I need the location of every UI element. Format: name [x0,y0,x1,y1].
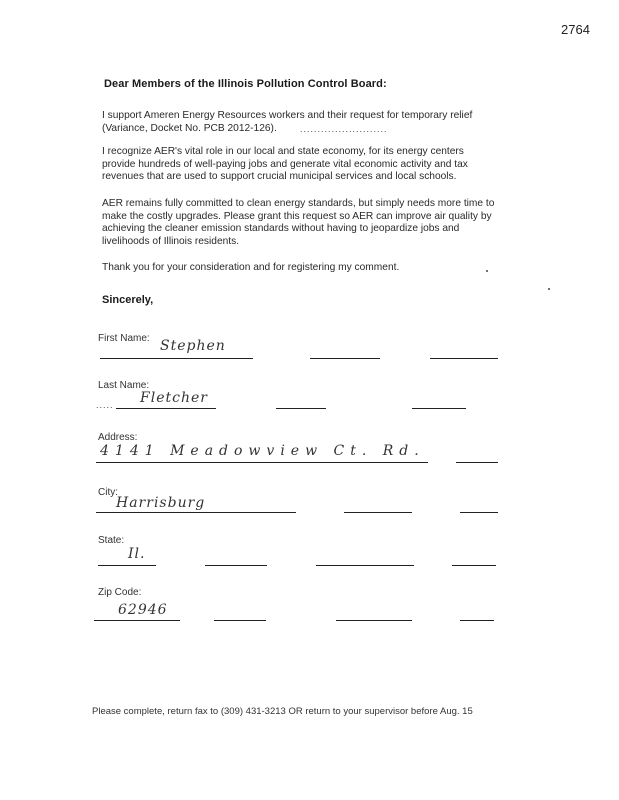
paragraph-thanks [102,262,542,275]
paragraph-line: I support Ameren Energy Resources workers and their request for temporary relief [102,110,473,121]
salutation: Dear Members of the Illinois Pollution Control Board: [104,78,387,90]
state-blank-line [452,565,496,566]
paragraph-line: revenues that are used to support crucial municipal services and local schools. [102,171,457,183]
first-name-blank-line [310,358,380,359]
state-line [98,565,156,566]
paragraph-line: livelihoods of Illinois residents. [102,235,240,247]
first-name-label: First Name: [98,333,150,344]
address-line [96,462,428,463]
city-line [96,512,296,513]
address-label: Address: [98,432,138,443]
state-blank-line [316,565,414,566]
dotted-fill: ..... [96,400,114,410]
zip-handwritten: 62946 [118,602,168,618]
scan-speck [548,288,550,290]
zip-blank-line [336,620,412,621]
paragraph-line: (Variance, Docket No. PCB 2012-126). [102,122,277,134]
first-name-handwritten: Stephen [160,338,226,354]
state-label: State: [98,535,125,546]
closing: Sincerely, [102,294,154,306]
paragraph-line: provide hundreds of well-paying jobs and generate vital economic activity and tax [102,158,468,170]
paragraph-line: Thank you for your consideration and for registering my comment. [102,262,400,273]
zip-label: Zip Code: [98,587,142,598]
address-blank-line [456,462,498,463]
city-blank-line [344,512,412,513]
paragraph-line: make the costly upgrades. Please grant this request so AER can improve air quality by [102,210,492,222]
paragraph-commitment [102,198,542,248]
city-handwritten: Harrisburg [116,495,206,511]
state-blank-line [205,565,267,566]
footer-instructions: Please complete, return fax to (309) 431-3213 OR return to your supervisor before Aug. 15 [92,706,473,717]
last-name-blank-line [276,408,326,409]
address-handwritten: 4141 Meadowview Ct. Rd. [100,443,425,459]
last-name-line [116,408,216,409]
zip-blank-line [214,620,266,621]
last-name-blank-line [412,408,466,409]
zip-line [94,620,180,621]
first-name-blank-line [430,358,498,359]
dotted-fill: ......................... [300,124,388,134]
paragraph-line: I recognize AER's vital role in our local and state economy, for its energy centers [102,146,464,157]
city-blank-line [460,512,498,513]
last-name-label: Last Name: [98,380,150,391]
page-number: 2764 [561,22,590,37]
city-label: City: [98,487,118,498]
paragraph-line: achieving the cleaner emission standards without having to jeopardize jobs and [102,223,460,235]
last-name-handwritten: Fletcher [140,390,208,406]
scan-speck [486,270,488,272]
zip-blank-line [460,620,494,621]
paragraph-line: AER remains fully committed to clean energy standards, but simply needs more time to [102,198,495,209]
paragraph-recognize [102,146,542,184]
first-name-line [100,358,253,359]
state-handwritten: Il. [128,546,146,562]
